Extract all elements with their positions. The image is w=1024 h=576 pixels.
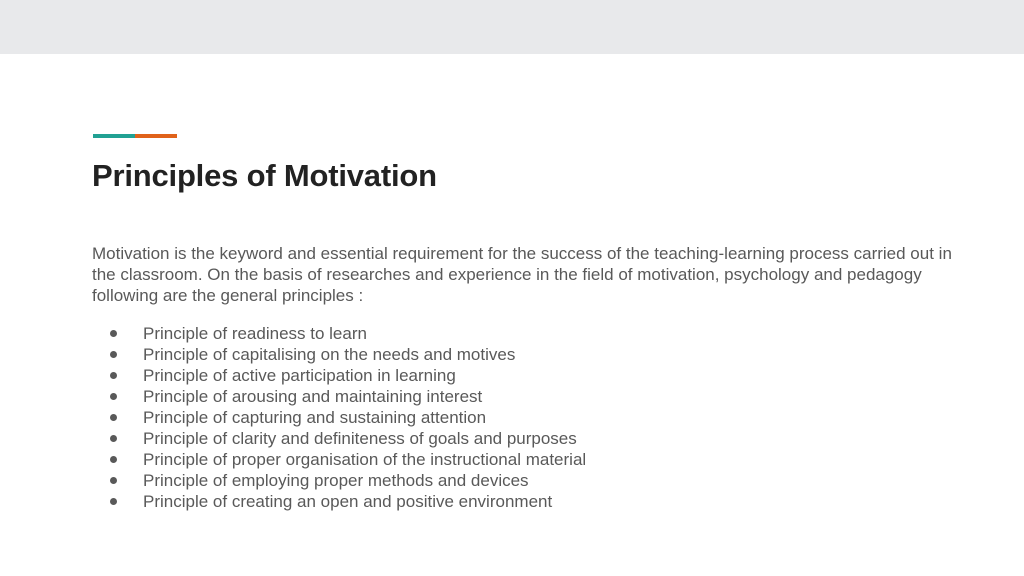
principle-text: Principle of capturing and sustaining attention bbox=[143, 408, 487, 427]
bullet-icon bbox=[110, 372, 117, 379]
accent-teal-segment bbox=[93, 134, 135, 138]
slide bbox=[0, 54, 1024, 576]
title-accent-line bbox=[93, 134, 177, 138]
principle-item bbox=[92, 386, 586, 407]
principles-list bbox=[92, 323, 586, 512]
bullet-icon bbox=[110, 435, 117, 442]
principle-text: Principle of readiness to learn bbox=[143, 324, 367, 343]
principle-item bbox=[92, 470, 586, 491]
principle-text: Principle of proper organisation of the instructional material bbox=[143, 450, 587, 469]
bullet-icon bbox=[110, 351, 117, 358]
principle-item bbox=[92, 323, 586, 344]
bullet-icon bbox=[110, 414, 117, 421]
accent-orange-segment bbox=[135, 134, 177, 138]
principle-text: Principle of clarity and definiteness of goals and purposes bbox=[143, 429, 577, 448]
top-bar bbox=[0, 0, 1024, 54]
bullet-icon bbox=[110, 498, 117, 505]
bullet-icon bbox=[110, 330, 117, 337]
intro-paragraph: Motivation is the keyword and essential requirement for the success of the teaching-learning process carried out in the classroom. On the basis of researches and experience in the field of motivation, psychology and pedagogy following are the general principles : bbox=[92, 244, 952, 305]
principle-item bbox=[92, 407, 586, 428]
principle-item bbox=[92, 449, 586, 470]
principle-text: Principle of capitalising on the needs and motives bbox=[143, 345, 516, 364]
principle-text: Principle of active participation in learning bbox=[143, 366, 456, 385]
principle-item bbox=[92, 344, 586, 365]
bullet-icon bbox=[110, 393, 117, 400]
principle-item bbox=[92, 365, 586, 386]
principle-text: Principle of arousing and maintaining interest bbox=[143, 387, 483, 406]
principle-text: Principle of employing proper methods and devices bbox=[143, 471, 529, 490]
bullet-icon bbox=[110, 477, 117, 484]
principle-item bbox=[92, 491, 586, 512]
principle-text: Principle of creating an open and positive environment bbox=[143, 492, 553, 511]
slide-title: Principles of Motivation bbox=[92, 158, 437, 193]
principle-item bbox=[92, 428, 586, 449]
bullet-icon bbox=[110, 456, 117, 463]
